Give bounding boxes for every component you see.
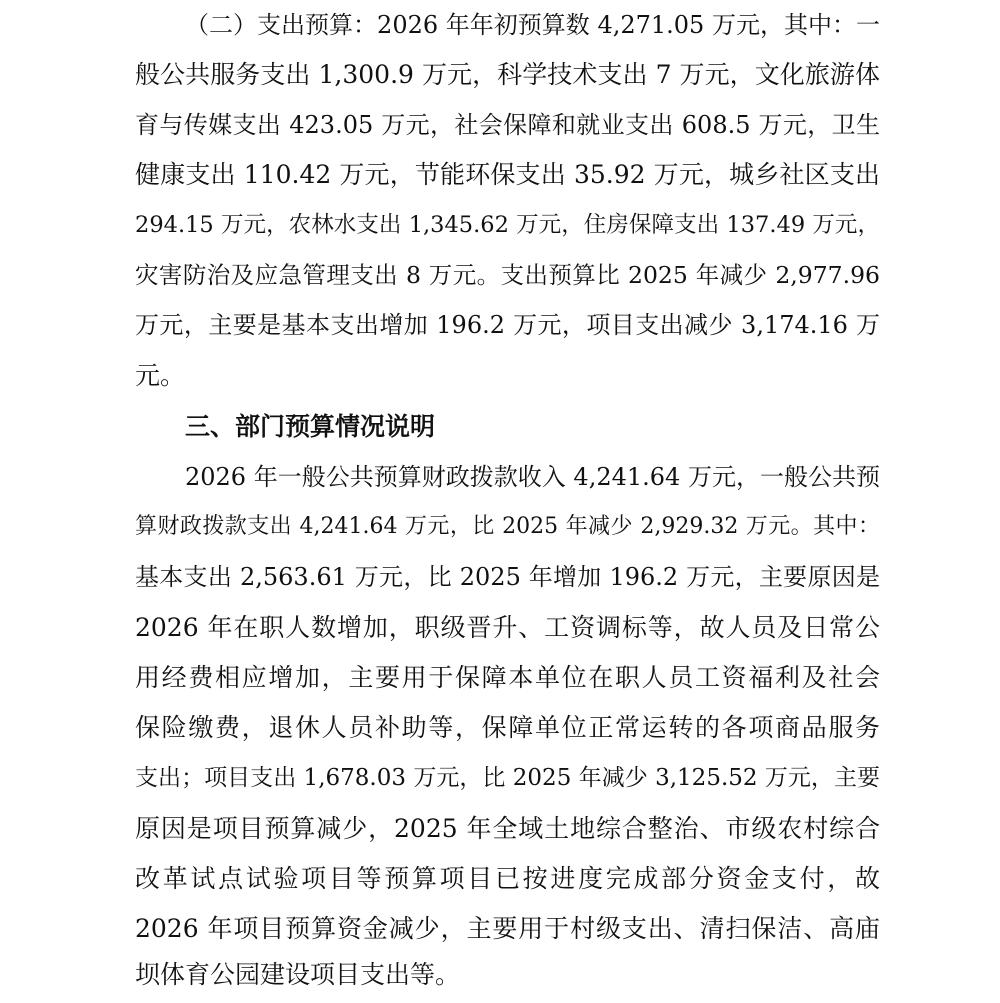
- expense-paragraph-line: 元。: [135, 361, 186, 390]
- expense-paragraph-line: 294.15 万元，农林水支出 1,345.62 万元，住房保障支出 137.49 万元，: [135, 212, 880, 238]
- expense-paragraph-line: 般公共服务支出 1,300.9 万元，科学技术支出 7 万元，文化旅游体: [135, 60, 880, 89]
- budget-paragraph-line: 坝体育公园建设项目支出等。: [135, 960, 461, 989]
- budget-paragraph-line: 基本支出 2,563.61 万元，比 2025 年增加 196.2 万元，主要原因是: [135, 563, 880, 591]
- budget-paragraph-line: 2026 年一般公共预算财政拨款收入 4,241.64 万元，一般公共预: [185, 463, 880, 491]
- budget-paragraph-line: 原因是项目预算减少，2025 年全域土地综合整治、市级农村综合: [135, 814, 880, 843]
- budget-paragraph-line: 算财政拨款支出 4,241.64 万元，比 2025 年减少 2,929.32 万元。其中：: [135, 514, 880, 539]
- budget-paragraph-line: 改革试点试验项目等预算项目已按进度完成部分资金支付，故: [135, 864, 880, 893]
- budget-paragraph-line: 保险缴费，退休人员补助等，保障单位正常运转的各项商品服务: [135, 713, 880, 742]
- budget-paragraph-line: 用经费相应增加，主要用于保障本单位在职人员工资福利及社会: [135, 663, 880, 692]
- expense-paragraph-line: （二）支出预算：2026 年年初预算数 4,271.05 万元，其中：一: [185, 11, 880, 39]
- budget-paragraph-line: 2026 年项目预算资金减少，主要用于村级支出、清扫保洁、高庙: [135, 914, 880, 943]
- expense-paragraph-line: 万元，主要是基本支出增加 196.2 万元，项目支出减少 3,174.16 万: [135, 311, 880, 339]
- expense-paragraph-line: 健康支出 110.42 万元，节能环保支出 35.92 万元，城乡社区支出: [135, 160, 880, 189]
- budget-paragraph-line: 支出；项目支出 1,678.03 万元，比 2025 年减少 3,125.52 万元，主要: [135, 765, 880, 791]
- expense-paragraph-line: 灾害防治及应急管理支出 8 万元。支出预算比 2025 年减少 2,977.96: [135, 261, 880, 289]
- expense-paragraph-line: 育与传媒支出 423.05 万元，社会保障和就业支出 608.5 万元，卫生: [135, 111, 880, 139]
- section-heading: 三、部门预算情况说明: [185, 412, 436, 441]
- budget-paragraph-line: 2026 年在职人数增加，职级晋升、工资调标等，故人员及日常公: [135, 613, 880, 642]
